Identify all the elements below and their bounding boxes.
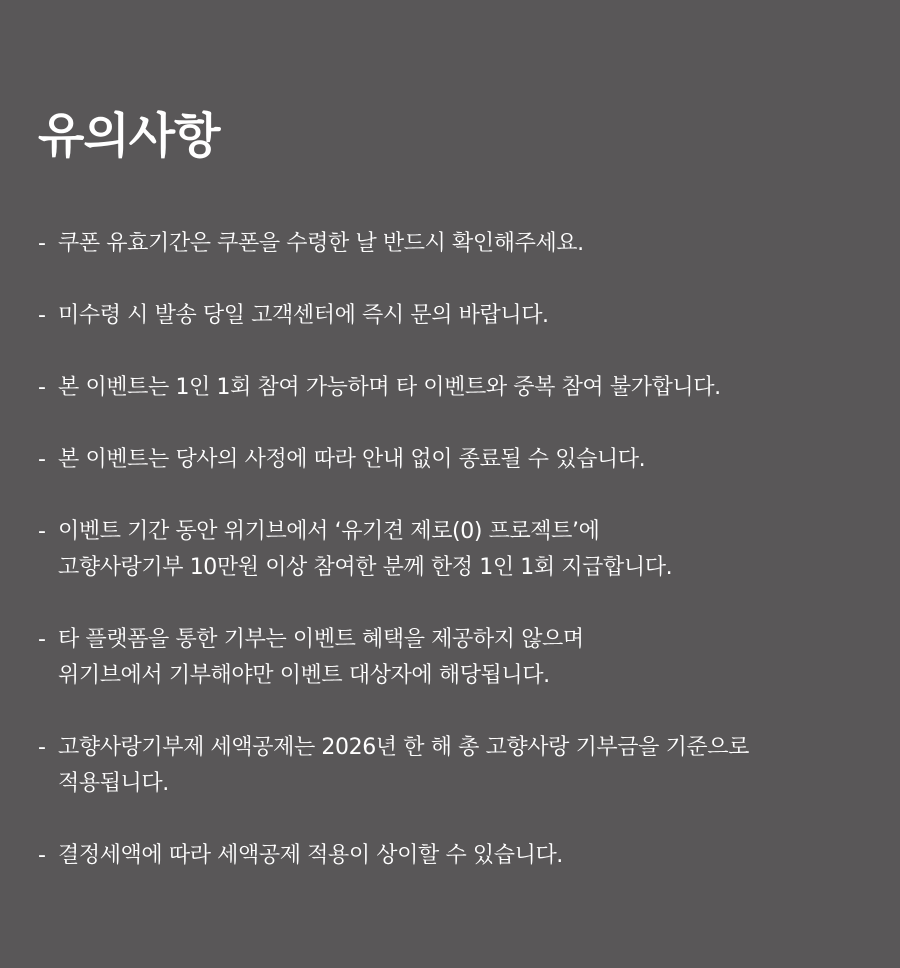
bullet-dash: - — [38, 375, 46, 400]
bullet-dash: - — [38, 735, 46, 760]
notice-item — [38, 442, 868, 478]
notice-text: 위기브에서 기부해야만 이벤트 대상자에 해당됩니다. — [58, 663, 550, 688]
notice-text: 본 이벤트는 1인 1회 참여 가능하며 타 이벤트와 중복 참여 불가합니다. — [58, 375, 721, 400]
notice-title: 유의사항 — [38, 108, 220, 164]
notice-item — [38, 622, 868, 694]
notice-text: 고향사랑기부제 세액공제는 2026년 한 해 총 고향사랑 기부금을 기준으로 — [58, 735, 749, 760]
notice-item — [38, 298, 868, 334]
notice-text: 적용됩니다. — [58, 771, 169, 796]
bullet-dash: - — [38, 627, 46, 652]
notice-item — [38, 838, 868, 874]
notice-text: 본 이벤트는 당사의 사정에 따라 안내 없이 종료될 수 있습니다. — [58, 447, 646, 472]
notice-text: 타 플랫폼을 통한 기부는 이벤트 혜택을 제공하지 않으며 — [58, 627, 584, 652]
notice-text: 미수령 시 발송 당일 고객센터에 즉시 문의 바랍니다. — [58, 303, 549, 328]
notice-item — [38, 226, 868, 262]
notice-item — [38, 370, 868, 406]
notice-text: 결정세액에 따라 세액공제 적용이 상이할 수 있습니다. — [58, 843, 563, 868]
notice-text: 쿠폰 유효기간은 쿠폰을 수령한 날 반드시 확인해주세요. — [58, 231, 584, 256]
bullet-dash: - — [38, 843, 46, 868]
bullet-dash: - — [38, 519, 46, 544]
notice-text: 고향사랑기부 10만원 이상 참여한 분께 한정 1인 1회 지급합니다. — [58, 555, 673, 580]
notice-item — [38, 730, 868, 802]
notice-item — [38, 514, 868, 586]
bullet-dash: - — [38, 447, 46, 472]
notice-list — [38, 226, 868, 910]
bullet-dash: - — [38, 303, 46, 328]
notice-text: 이벤트 기간 동안 위기브에서 ‘유기견 제로(0) 프로젝트’에 — [58, 519, 600, 544]
bullet-dash: - — [38, 231, 46, 256]
